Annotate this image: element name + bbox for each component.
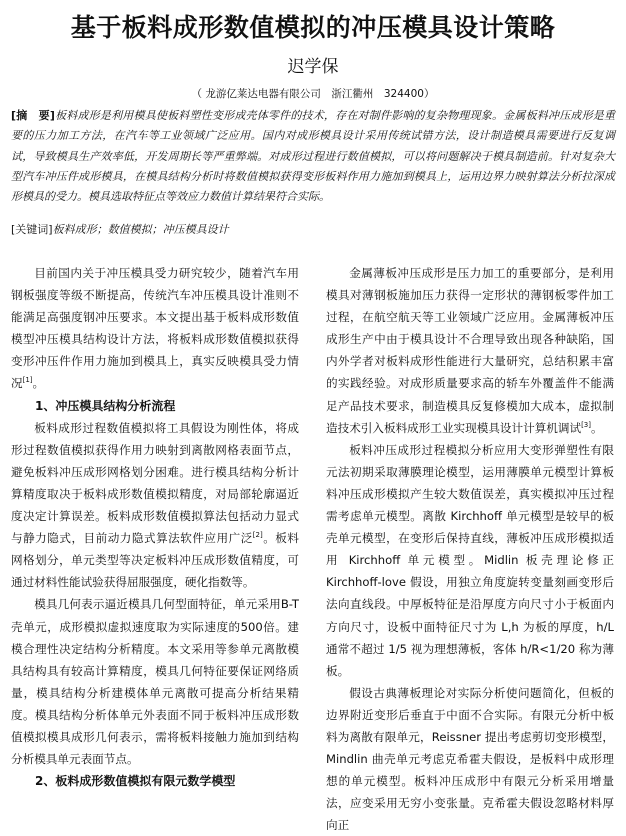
citation: [1] (22, 376, 33, 385)
paragraph: 金属薄板冲压成形是压力加工的重要部分，是利用模具对薄钢板施加压力获得一定形状的薄钢板零件加工过程，在航空航天等工业领域广泛应用。金属薄板冲压成形生产中由于模具设计不合理导致出现各种缺陷，国内外学者对板料成形性能进行大量研究，总结积累丰富的实践经验。对成形质量要求高的轿车外覆盖件不能满足产品技术要求，制造模具反复修模加大成本，虚拟制造技术引入板料成形工业实现模具设计计算机调试[3]。 (326, 266, 614, 435)
paragraph: 模具几何表示逼近模具几何型面特征，单元采用B-T壳单元，成形模拟虚拟速度取为实际速度的500倍。建模合理性决定结构分析精度。本文采用等参单元离散模具结构具有较高计算精度，模具几何特征要保证网络质量，模具结构分析建模体单元离散可提高分析结果精度。模具结构分析体单元外表面不同于板料冲压成形数值模拟模具成形几何表示，需将板料接触力施加到结构分析模具单元表面节点。 (11, 597, 299, 767)
paper-title: 基于板料成形数值模拟的冲压模具设计策略 (70, 13, 556, 42)
abstract-tag: [摘 要] (11, 109, 55, 122)
paragraph: 目前国内关于冲压模具受力研究较少，随着汽车用钢板强度等级不断提高，传统汽车冲压模具设计准则不能满足高强度钢冲压要求。本文提出基于板料成形数值模型冲压模具结构设计方法，将板料成形数值模拟获得变形冲压件作用力施加到模具上，真实反映模具受力情况[1]。 (11, 266, 299, 391)
section-heading-1: 1、冲压模具结构分析流程 (35, 398, 176, 413)
keywords-tag: [关键词] (11, 223, 53, 236)
author-name: 迟学保 (287, 57, 339, 77)
abstract (11, 106, 615, 207)
citation: [2] (252, 531, 263, 540)
section-heading-2: 2、板料成形数值模拟有限元数学模型 (35, 774, 236, 789)
paragraph: 板料冲压成形过程模拟分析应用大变形弹塑性有限元法初期采取薄膜理论模型，运用薄膜单元模型计算板料冲压成形模拟产生较大数值误差，真实模拟冲压过程需考虑单元模型。离散 Kirchhoff 单元模型是较早的板壳单元模型，在变形后保持直线，薄板冲压成形模拟适用 Kirchhoff 单元模型。Midlin 板壳理论修正 Kirchhoff-love 假设，用独立角度旋转变量刻画变形后法向直线段。中厚板特征是沿厚度方向尺寸小于板面内方向尺寸，设板中面特征尺寸为 L,h 为板的厚度，h/L 通常不超过 1/5 视为理想薄板，客体 h/R<1/20 称为薄板。 (326, 442, 614, 678)
paragraph: 板料成形过程数值模拟将工具假设为刚性体，将成形过程数值模拟获得作用力映射到离散网格表面节点，避免板料冲压成形网格划分困难。进行模具结构分析计算精度取决于板料成形数值模拟精度，对局部轮廓逼近度决定计算误差。板料成形数值模拟算法包括动力显式与静力隐式，目前动力隐式算法软件应用广泛[2]。板料网格划分，单元类型等决定板料冲压成形数值精度，可通过材料性能试验获得屈服强度，硬化指数等。 (11, 420, 299, 590)
abstract-text: 板料成形是利用模具使板料塑性变形成壳体零件的技术，存在对制件影响的复杂物理现象。金属板料冲压成形是重要的压力加工方法，在汽车等工业领域广泛应用。国内对成形模具设计采用传统试错方法，设计制造模具需要进行反复调试，导致模具生产效率低，开发周期长等严重弊端。对成形过程进行数值模拟，可以将问题解决于模具制造前。针对复杂大型汽车冲压件成形模具，在模具结构分析时将数值模拟获得变形板料作用力施加到模具上，运用边界力映射算法分析拉深成形模具的受力。模具选取特征点等效应力数值计算结果符合实际。 (11, 109, 615, 204)
paragraph: 假设古典薄板理论对实际分析使问题简化，但板的边界附近变形后垂直于中面不合实际。有限元分析中板料为离散有限单元，Reissner 提出考虑剪切变形模型，Mindlin 曲壳单元考虑克希霍夫假设，是板料中成形理想的单元模型。板料冲压成形中有限元分析采用增量法，应变采用无穷小变张量。克希霍夫假设忽略材料厚向正 (326, 685, 614, 833)
right-column (326, 262, 614, 836)
citation: [3] (581, 420, 591, 429)
keywords (11, 221, 615, 237)
keywords-text: 板料成形；数值模拟；冲压模具设计 (52, 223, 229, 236)
author-affiliation: （ 龙游亿莱达电器有限公司 浙江衢州 324400） (191, 88, 435, 100)
left-column (11, 262, 299, 792)
